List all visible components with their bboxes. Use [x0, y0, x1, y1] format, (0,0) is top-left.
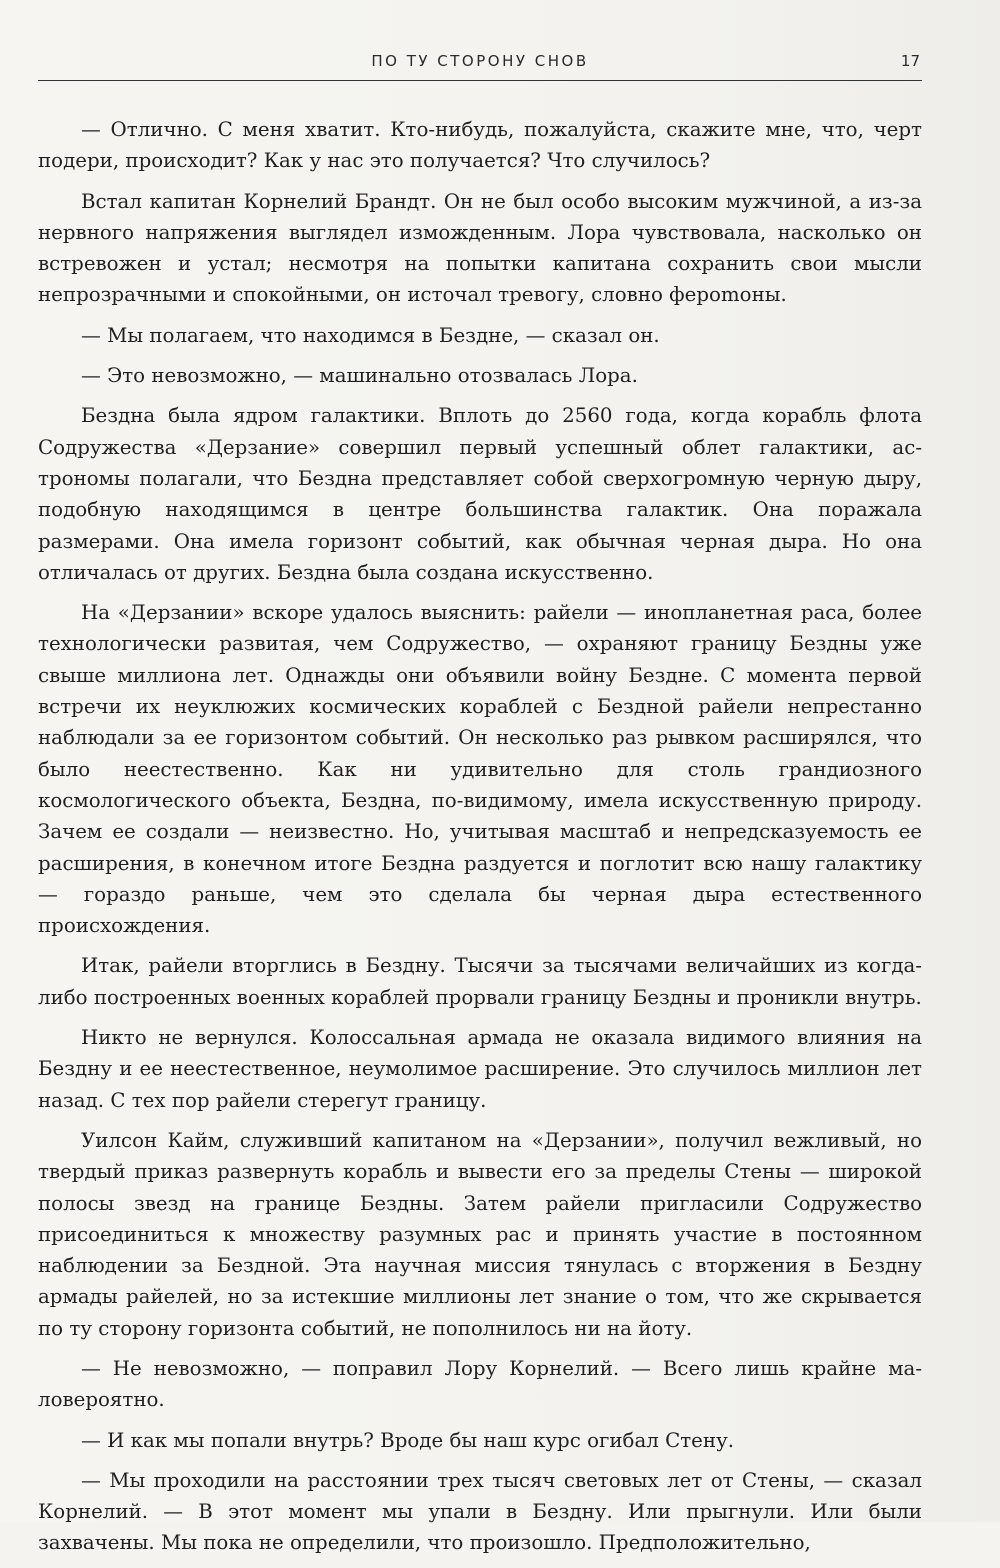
paragraph: На «Дерзании» вскоре удалось выяснить: райели — инопланетная раса, более технологически развитая, чем Содружество, — охраняют границу Бездны уже свыше миллиона лет. Однажды они объявили войну Бездне. С момента первой встречи их неуклюжих космических кораблей с Бездной райели непрестанно наблюдали за ее горизонтом событий. Он несколько раз рывком расширялся, что было неестественно. Как ни удивительно для столь грандиозного космологического объекта, Бездна, по-видимому, имела искусственную природу. Зачем ее создали — неизвестно. Но, учитывая масштаб и непредсказуемость ее расширения, в конечном итоге Бездна раздуется и поглотит всю нашу галактику — гораздо раньше, чем это сделала бы черная дыра естественного происхождения.	[38, 601, 922, 938]
paragraph: Встал капитан Корнелий Брандт. Он не был особо высоким мужчиной, а из-за нервного напряжения выглядел изможденным. Лора чувствовала, насколько он встревожен и устал; несмотря на попытки капитана сохранить свои мысли непрозрачными и спокойными, он источал тревогу, словно фероmоны.	[38, 189, 922, 307]
paragraph: Итак, райели вторглись в Бездну. Тысячи за тысячами величайших из когда-либо построенных военных кораблей прорвали границу Бездны и проникли внутрь.	[38, 954, 922, 1009]
paragraph: — Мы полагаем, что находимся в Бездне, — сказал он.	[81, 323, 660, 347]
body-text	[38, 114, 922, 1568]
paragraph: Бездна была ядром галактики. Вплоть до 2560 года, когда корабль флота Содружества «Дерзание» совершил первый успешный облет галактики, астрономы полагали, что Бездна представляет собой сверхогромную черную дыру, подобную находящимся в центре большинства галактик. Она поражала размерами. Она имела горизонт событий, как обычная черная дыра. Но она отличалась от других. Бездна была создана искусственно.	[38, 404, 922, 584]
paragraph: Уилсон Кайм, служивший капитаном на «Дерзании», получил вежливый, но твердый приказ развернуть корабль и вывести его за пределы Стены — широкой полосы звезд на границе Бездны. Затем райели пригласили Содружество присоединиться к множеству разумных рас и принять участие в постоянном наблюдении за Бездной. Эта научная миссия тянулась с вторжения в Бездну армады райелей, но за истекшие миллионы лет знание о том, что же скрывается по ту сторону горизонта событий, не пополнилось ни на йоту.	[38, 1128, 922, 1340]
paragraph: — Не невозможно, — поправил Лору Корнелий. — Всего лишь крайне маловероятно.	[38, 1356, 922, 1412]
running-title: ПО ТУ СТОРОНУ СНОВ	[371, 52, 589, 70]
paragraph: — Это невозможно, — машинально отозвалась Лора.	[81, 364, 638, 388]
paragraph: — Мы проходили на расстоянии трех тысяч световых лет от Стены, — сказал Корнелий. — В этот момент мы упали в Бездну. Или прыгнули. Или были захвачены. Мы пока не определили, что произошло. Предположительно,	[38, 1468, 922, 1555]
paragraph: Никто не вернулся. Колоссальная армада не оказала видимого влияния на Бездну и ее неестественное, неумолимое расширение. Это случилось миллион лет назад. С тех пор райели стерегут границу.	[38, 1026, 922, 1112]
page-header	[38, 50, 922, 81]
paragraph: — И как мы попали внутрь? Вроде бы наш курс огибал Стену.	[81, 1428, 734, 1452]
paragraph: — Отлично. С меня хватит. Кто-нибудь, пожалуйста, скажите мне, что, черт подери, происходит? Как у нас это получается? Что случилось?	[38, 118, 922, 173]
page-number: 17	[900, 52, 920, 70]
